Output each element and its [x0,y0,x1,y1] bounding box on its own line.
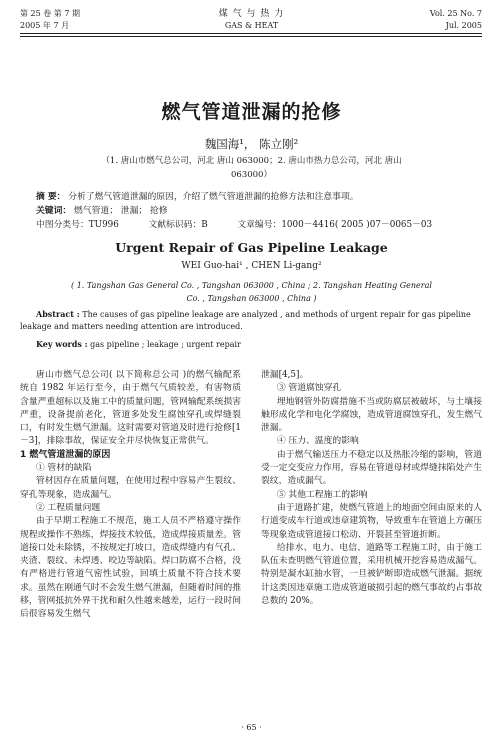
keywords-cn-text: 燃气管道； 泄漏； 抢修 [74,206,168,216]
english-title: Urgent Repair of Gas Pipeline Leakage [115,240,388,255]
subsection-heading: ④ 压力、温度的影响 [276,436,359,447]
article-title: 燃气管道泄漏的抢修 [161,101,342,123]
english-affiliation-line-2: Co. , Tangshan 063000 , China ) [186,294,317,303]
abstract-cn-label: 摘 要： [36,192,66,202]
classification-line [36,219,476,231]
paragraph: 由于燃气输送压力不稳定以及热胀冷缩的影响，管道受一定交变应力作用，容易在管道母材或焊缝抹陷处产生裂纹，造成漏气。 [261,449,482,487]
doc-code-value: B [201,220,208,230]
subsection-heading: ① 管材的缺陷 [35,463,92,474]
english-keywords [20,338,498,351]
clc-label: 中图分类号： [36,220,89,230]
english-abstract-text: The causes of gas pipeline leakage are analyzed , and methods of urgent repair for gas pipeline leakage and matters needing attention are introduced. [20,310,471,331]
abstract-cn [36,191,359,203]
keywords-cn-label: 关键词： [36,206,72,216]
paragraph: 埋地钢管外防腐措施不当或防腐层被破坏，与土壤接触形成化学和电化学腐蚀，造成管道腐蚀穿孔，发生燃气泄漏。 [261,396,482,434]
english-authors: WEI Guo-hai¹ , CHEN Li-gang² [181,261,322,271]
clc-value: TU996 [88,220,119,230]
journal-volume: 第 25 卷 第 7 期 [20,9,80,18]
english-abstract [20,308,482,333]
keywords-cn [36,205,168,217]
journal-vol-en: Vol. 25 No. 7 [429,9,482,18]
paragraph: 由于道路扩建，使燃气管道上的地面空间由原来的人行道变成车行道或违章建筑物，导致重车在管道上方碾压等现象造成管道接口松动、开裂甚至管道折断。 [261,502,482,540]
journal-name: 煤 气 与 热 力 [218,9,285,19]
paragraph: 给排水、电力、电信、道路等工程施工时，由于施工队伍未查明燃气管道位置，采用机械开挖容易造成漏气。特别是凝水缸抽水管，一旦被铲断即造成燃气泄漏。据统计这类因违章施工造成管道破损引起的燃气事故约占事故总数的 20%。 [261,542,482,607]
journal-date: 2005 年 7 月 [20,21,70,30]
subsection-heading: ③ 管道腐蚀穿孔 [276,383,342,394]
paragraph: 泄漏[4,5]。 [261,370,309,380]
journal-date-en: Jul. 2005 [445,21,482,30]
body-column-left [20,369,241,622]
article-no-label: 文章编号： [237,220,282,230]
subsection-heading: ② 工程质量问题 [35,502,101,513]
affiliation-line-1: （1. 唐山市燃气总公司，河北 唐山 063000；2. 唐山市热力总公司，河北 唐山 [101,156,402,166]
english-keywords-label: Key words : [36,339,88,349]
paragraph: 由于早期工程施工不规范，施工人员不严格遵守操作规程或操作不熟练，焊接技术较低，造成焊接质量差。管道接口处未除锈，不按规定打坡口，造成焊缝内有气孔、夹渣、裂纹、未焊透、咬边等缺陷。焊口防腐不合格，没有严格进行管道气密性试验，回填土质量不符合技术要求。虽然在刚通气时不会发生燃气泄漏，但随着时间的推移，管网抵抗外界干扰和耐久性越来越差，运行一段时间后很容易发生燃气 [20,516,241,620]
body-column-right [261,369,482,608]
english-affiliation-line-1: ( 1. Tangshan Gas General Co. , Tangshan 063000 , China ; 2. Tangshan Heating General [71,281,432,290]
doc-code-label: 文献标识码： [148,220,202,230]
paragraph: 管材因存在质量问题，在使用过程中容易产生裂纹、穿孔等现象，造成漏气。 [20,476,241,500]
header-rule-thick [20,33,482,34]
subsection-heading: ⑤ 其他工程施工的影响 [276,489,368,500]
page-number: · 65 · [241,723,262,732]
article-no-value: 1000－4416( 2005 )07－0065－03 [281,220,433,230]
section-heading: 1 燃气管道泄漏的原因 [20,449,111,460]
english-keywords-text: gas pipeline ; leakage ; urgent repair [90,340,241,349]
paragraph: 唐山市燃气总公司( 以下简称总公司 )的燃气输配系统自 1982 年运行至今，由于燃气气质较差，有害物质含量严重超标以及施工中的质量问题，管网输配系统损害严重，设备提前老化，管道多处发生腐蚀穿孔或焊缝裂口，有时发生燃气泄漏。这时需要对管道及时进行抢修[1－3]，排除事故，保证安全并尽快恢复正常供气。 [20,370,241,447]
abstract-cn-text: 分析了燃气管道泄漏的原因，介绍了燃气管道泄漏的抢修方法和注意事项。 [68,192,359,202]
affiliation-line-2: 063000） [231,170,272,180]
authors: 魏国海¹， 陈立刚² [204,137,299,151]
header-rule-thin [20,36,482,37]
english-abstract-label: Abstract : [36,309,80,319]
journal-name-en: GAS & HEAT [224,21,279,30]
